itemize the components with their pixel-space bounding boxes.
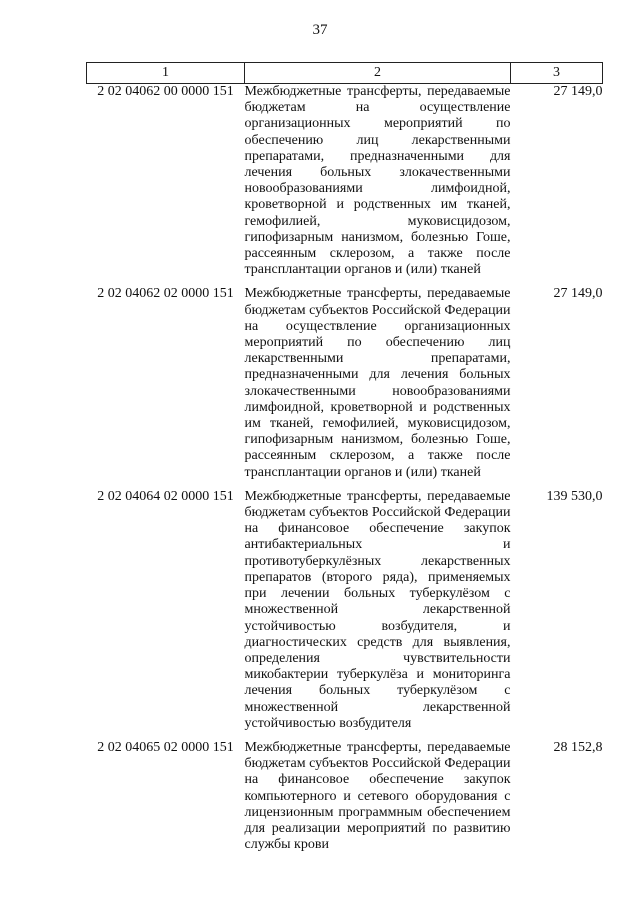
page-number: 37	[312, 22, 328, 38]
table-row	[87, 286, 603, 488]
amount: 27 149,0	[553, 286, 603, 302]
amount: 27 149,0	[553, 84, 603, 99]
table-header-row	[87, 63, 603, 84]
transfer-description: Межбюджетные трансферты, передаваемые бюджетам субъектов Российской Федерации на осуществление организационных мероприятий по обеспечению лиц лекарственными препаратами, предназначенными для лечения больных злокачественными новообразованиями лимфоидной, кроветворной и родственных им тканей, гемофилией, муковисцидозом, гипофизарным нанизмом, болезнью Гоше, рассеянным склерозом, а также после трансплантации органов и (или) тканей	[244, 286, 511, 480]
amount: 28 152,8	[553, 739, 603, 755]
amount: 139 530,0	[546, 488, 603, 504]
budget-code: 2 02 04062 00 0000 151	[97, 84, 234, 99]
table-row	[87, 84, 603, 287]
table-row	[87, 489, 603, 740]
transfer-description: Межбюджетные трансферты, передаваемые бюджетам на осуществление организационных мероприятий по обеспечению лиц лекарственными препаратами, предназначенными для лечения больных злокачественными новообразованиями лимфоидной, кроветворной и родственных им тканей, гемофилией, муковисцидозом, гипофизарным нанизмом, болезнью Гоше, рассеянным склерозом, а также после трансплантации органов и (или) тканей	[244, 84, 511, 278]
column-header-1: 1	[87, 63, 245, 84]
column-header-3: 3	[511, 63, 603, 84]
budget-code: 2 02 04064 02 0000 151	[97, 488, 234, 504]
budget-code: 2 02 04062 02 0000 151	[97, 286, 234, 302]
budget-table	[86, 62, 603, 861]
table-row	[87, 740, 603, 861]
column-header-2: 2	[245, 63, 511, 84]
transfer-description: Межбюджетные трансферты, передаваемые бюджетам субъектов Российской Федерации на финансовое обеспечение закупок компьютерного и сетевого оборудования с лицензионным программным обеспечением для реализации мероприятий по развитию службы крови	[244, 739, 511, 853]
transfer-description: Межбюджетные трансферты, передаваемые бюджетам субъектов Российской Федерации на финансовое обеспечение закупок антибактериальных и противотуберкулёзных лекарственных препаратов (второго ряда), применяемых при лечении больных туберкулёзом с множественной лекарственной устойчивостью возбудителя, и диагностических средств для выявления, определения чувствительности микобактерии туберкулёза и мониторинга лечения больных туберкулёзом с множественной лекарственной устойчивостью возбудителя	[244, 488, 511, 731]
budget-code: 2 02 04065 02 0000 151	[97, 739, 234, 755]
